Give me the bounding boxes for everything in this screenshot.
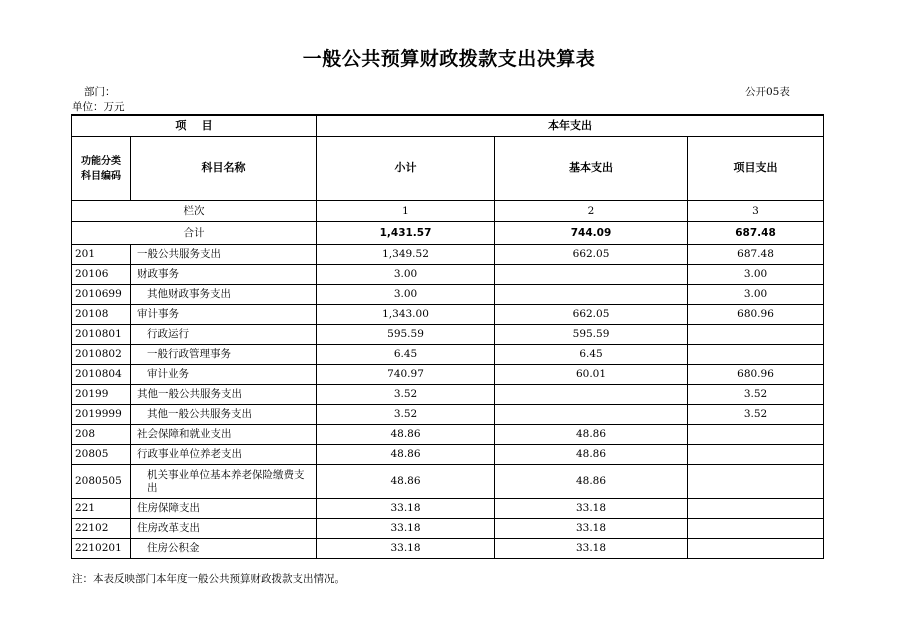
table-row [72,445,824,465]
column-index-3: 3 [688,201,824,222]
cell-code: 2010699 [72,285,131,305]
cell-project: 680.96 [688,305,824,325]
cell-basic: 662.05 [495,305,688,325]
column-index-2: 2 [495,201,688,222]
cell-subtotal: 595.59 [317,325,495,345]
cell-code: 2080505 [72,465,131,499]
header-project: 项目支出 [688,137,824,201]
cell-basic: 48.86 [495,425,688,445]
table-row [72,345,824,365]
cell-basic: 595.59 [495,325,688,345]
cell-project: 687.48 [688,245,824,265]
cell-subtotal: 3.00 [317,285,495,305]
department-label: 部门： [84,86,116,98]
table-row [72,539,824,559]
cell-subject-name: 一般行政管理事务 [131,345,317,365]
table-row [72,245,824,265]
cell-subtotal: 33.18 [317,539,495,559]
cell-subtotal: 1,349.52 [317,245,495,265]
cell-code: 2010801 [72,325,131,345]
total-project: 687.48 [688,222,824,245]
cell-project: 3.00 [688,285,824,305]
cell-basic: 48.86 [495,445,688,465]
table-row [72,499,824,519]
table-row [72,425,824,445]
cell-basic [495,385,688,405]
cell-code: 2210201 [72,539,131,559]
cell-subtotal: 1,343.00 [317,305,495,325]
table-row [72,285,824,305]
cell-project [688,465,824,499]
cell-project [688,345,824,365]
cell-code: 2019999 [72,405,131,425]
cell-basic: 60.01 [495,365,688,385]
cell-basic [495,405,688,425]
cell-subtotal: 3.52 [317,405,495,425]
cell-subtotal: 3.00 [317,265,495,285]
header-func-code: 功能分类 科目编码 [72,137,131,201]
cell-subject-name: 其他一般公共服务支出 [131,405,317,425]
total-row [72,222,824,245]
cell-subtotal: 33.18 [317,519,495,539]
cell-basic [495,285,688,305]
cell-subtotal: 6.45 [317,345,495,365]
cell-subtotal: 48.86 [317,425,495,445]
cell-project [688,325,824,345]
table-row [72,365,824,385]
cell-subject-name: 其他财政事务支出 [131,285,317,305]
header-row-2 [72,137,824,201]
total-basic: 744.09 [495,222,688,245]
cell-code: 22102 [72,519,131,539]
cell-code: 201 [72,245,131,265]
cell-subtotal: 3.52 [317,385,495,405]
table-code: 公开05表 [745,86,790,98]
cell-basic: 33.18 [495,539,688,559]
cell-subject-name: 住房保障支出 [131,499,317,519]
cell-subject-name: 住房公积金 [131,539,317,559]
cell-subject-name: 住房改革支出 [131,519,317,539]
cell-basic: 33.18 [495,499,688,519]
cell-subtotal: 740.97 [317,365,495,385]
cell-project [688,445,824,465]
cell-code: 2010804 [72,365,131,385]
cell-code: 2010802 [72,345,131,365]
cell-code: 221 [72,499,131,519]
table-row [72,519,824,539]
cell-project: 3.00 [688,265,824,285]
cell-project: 3.52 [688,405,824,425]
column-index-row [72,201,824,222]
unit-label: 单位：万元 [72,101,125,113]
cell-code: 20108 [72,305,131,325]
header-basic: 基本支出 [495,137,688,201]
cell-project [688,539,824,559]
cell-code: 208 [72,425,131,445]
cell-project [688,499,824,519]
header-current-year: 本年支出 [317,115,824,137]
expenditure-table [71,114,824,559]
cell-code: 20106 [72,265,131,285]
cell-project [688,425,824,445]
column-index-label: 栏次 [72,201,317,222]
cell-basic: 33.18 [495,519,688,539]
cell-subject-name: 行政事业单位养老支出 [131,445,317,465]
header-item: 项 目 [72,115,317,137]
cell-subject-name: 行政运行 [131,325,317,345]
cell-basic: 6.45 [495,345,688,365]
cell-subject-name: 审计业务 [131,365,317,385]
cell-basic: 662.05 [495,245,688,265]
column-index-1: 1 [317,201,495,222]
cell-project [688,519,824,539]
cell-subject-name: 审计事务 [131,305,317,325]
header-subject-name: 科目名称 [131,137,317,201]
cell-subject-name: 机关事业单位基本养老保险缴费支出 [131,465,317,499]
cell-subject-name: 财政事务 [131,265,317,285]
cell-code: 20805 [72,445,131,465]
table-row [72,305,824,325]
cell-project: 680.96 [688,365,824,385]
table-row [72,465,824,499]
cell-subject-name: 社会保障和就业支出 [131,425,317,445]
cell-basic [495,265,688,285]
table-row [72,265,824,285]
cell-basic: 48.86 [495,465,688,499]
cell-subject-name: 其他一般公共服务支出 [131,385,317,405]
table-row [72,385,824,405]
total-label: 合计 [72,222,317,245]
page-title: 一般公共预算财政拨款支出决算表 [302,48,596,70]
table-row [72,325,824,345]
cell-subject-name: 一般公共服务支出 [131,245,317,265]
total-subtotal: 1,431.57 [317,222,495,245]
cell-code: 20199 [72,385,131,405]
header-subtotal: 小计 [317,137,495,201]
header-row-1 [72,115,824,137]
cell-project: 3.52 [688,385,824,405]
cell-subtotal: 48.86 [317,465,495,499]
footnote: 注：本表反映部门本年度一般公共预算财政拨款支出情况。 [72,573,345,585]
cell-subtotal: 48.86 [317,445,495,465]
cell-subtotal: 33.18 [317,499,495,519]
table-row [72,405,824,425]
